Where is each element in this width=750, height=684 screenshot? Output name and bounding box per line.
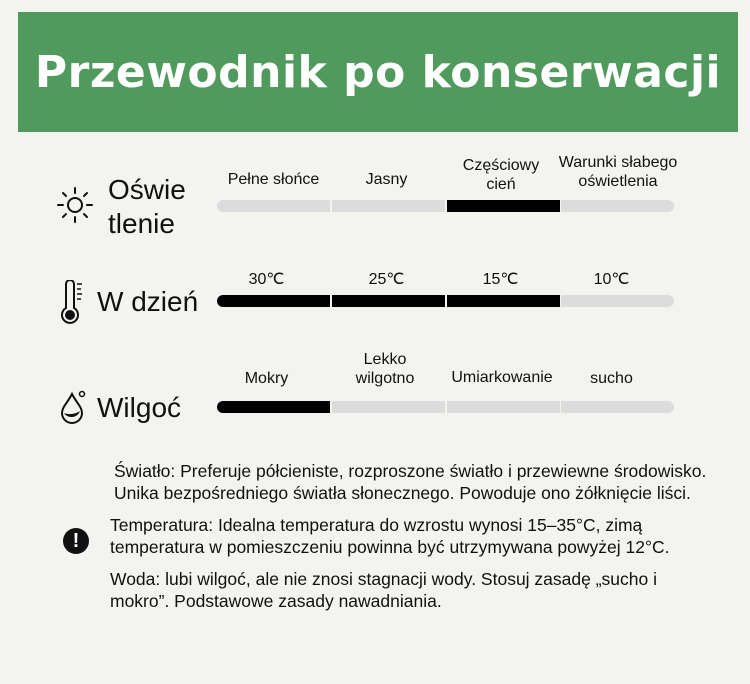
- light-label: [108, 174, 186, 240]
- light-segment: [332, 200, 445, 212]
- light-note: Światło: Preferuje półcieniste, rozproszone światło i przewiewne środowisko. Unika bezpośredniego światła słonecznego. Powoduje ono żółknięcie liści.: [114, 461, 707, 503]
- temperature-segment-active: [332, 295, 445, 307]
- page-title: Przewodnik po konserwacji: [34, 46, 722, 98]
- segment-label: 10℃: [593, 271, 630, 288]
- sun-icon: [55, 185, 95, 225]
- humidity-segment: [447, 401, 560, 413]
- light-segment: [217, 200, 330, 212]
- segment-label: Lekko wilgotno: [355, 351, 415, 387]
- temperature-segment: [561, 295, 674, 307]
- light-label-line1: Oświe: [108, 174, 186, 205]
- temperature-segment-active: [447, 295, 560, 307]
- segment-label: Warunki słabego oświetlenia: [558, 154, 678, 190]
- segment-label: Jasny: [365, 171, 408, 188]
- segment-label: Mokry: [244, 370, 289, 387]
- segment-label: 30℃: [248, 271, 285, 288]
- segment-label: 25℃: [368, 271, 405, 288]
- day-temperature-label: W dzień: [97, 286, 199, 317]
- light-segment: [561, 200, 674, 212]
- exclamation-icon: !: [63, 528, 89, 554]
- humidity-label: Wilgoć: [97, 392, 182, 423]
- humidity-segment: [561, 401, 674, 413]
- temperature-segment-active: [217, 295, 330, 307]
- thermometer-icon: [60, 280, 84, 324]
- segment-label: Pełne słońce: [227, 171, 320, 188]
- segment-label: Umiarkowanie: [451, 369, 553, 386]
- humidity-segment-active: [217, 401, 330, 413]
- segment-label: sucho: [590, 370, 633, 387]
- humidity-segment: [332, 401, 445, 413]
- care-notes: [110, 460, 710, 622]
- segment-label: 15℃: [482, 271, 519, 288]
- water-note: Woda: lubi wilgoć, ale nie znosi stagnacji wody. Stosuj zasadę „sucho i mokro”. Podstawowe zasady nawadniania.: [110, 569, 658, 611]
- light-segment-active: [447, 200, 560, 212]
- light-label-line2: tlenie: [108, 208, 175, 239]
- segment-label: Częściowy cień: [462, 157, 540, 193]
- title-banner: [18, 12, 738, 132]
- temperature-note: Temperatura: Idealna temperatura do wzrostu wynosi 15–35°C, zimą temperatura w pomieszczeniu powinna być utrzymywana powyżej 12°C.: [110, 515, 670, 557]
- water-drop-icon: [58, 388, 90, 424]
